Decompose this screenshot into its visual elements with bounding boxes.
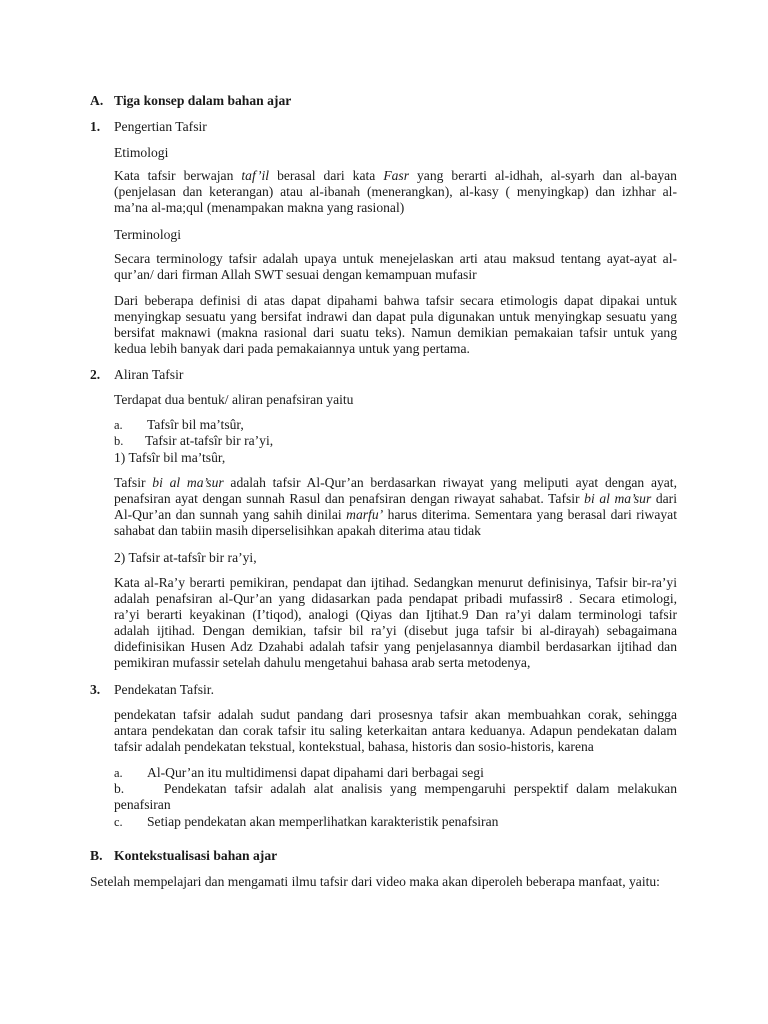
item-2-title: Aliran Tafsir [114,367,184,382]
list-item-text: Pendekatan tafsir adalah alat analisis yang mempengaruhi perspektif dalam melakukan [163,781,677,796]
sub-1-heading: 1) Tafsîr bil ma’tsûr, [114,450,226,465]
paragraph-line: kedua lebih banyak dari pada pemakaiannya untuk yang pertama. [114,341,470,356]
paragraph-line: adalah ijtihad. Dengan demikian, tafsir bil ra’yi (disebut juga tafsir bi al-dirayah) sebagaimana [114,623,677,638]
paragraph-line: bersifat maknawi (makna rasional dari suatu teks). Namun demikian pemakaian tafsir untuk yang [114,325,677,340]
sub-2-heading: 2) Tafsir at-tafsîr bir ra’yi, [114,550,257,565]
italic-term: bi al ma’sur [152,475,224,490]
paragraph-line: Dari beberapa definisi di atas dapat dipahami bahwa tafsir secara etimologis dapat dipakai untuk [114,293,677,308]
list-marker: c. [114,815,123,829]
section-a-marker: A. [90,93,104,108]
paragraph-line [114,491,677,507]
paragraph-line: qur’an/ dari firman Allah SWT sesuai dengan kemampuan mufasir [114,267,477,282]
list-marker: b. [114,781,125,796]
paragraph-line: didefinisikan Husen Adz Dzahabi adalah tafsir yang penjelasannya diambil berdasarkan ijtihad dan [114,639,677,654]
italic-term: marfu’ [346,507,384,522]
paragraph-line: ra’yi berarti keyakinan (I’tiqod), analogi (Qiyas dan Ijtihat.9 Dan ra’yi dalam terminologi tafsir [114,607,677,622]
paragraph-line: pendekatan tafsir adalah sudut pandang dari prosesnya tafsir akan membuahkan corak, sehingga [114,707,677,722]
etimologi-paragraph [114,168,677,216]
section-a-title: Tiga konsep dalam bahan ajar [114,93,292,108]
terminologi-heading: Terminologi [114,227,182,242]
tafsir-bil-matsur-paragraph [114,475,677,539]
italic-term: Fasr [383,168,409,183]
list-marker: a. [114,418,123,432]
paragraph-line: antara pendekatan dan corak tafsir itu saling keterkaitan antara keduanya. Adapun pendekatan dalam [114,723,677,738]
paragraph-line: Kata al-Ra’y berarti pemikiran, pendapat dan ijtihad. Sedangkan menurut definisinya, Tafsir bir-ra’yi [114,575,677,590]
section-b-marker: B. [90,848,103,863]
item-1-number: 1. [90,119,101,134]
item-3-number: 3. [90,682,101,697]
text-run: harus diterima. Sementara yang berasal dari riwayat [383,507,677,522]
text-run: Tafsir [114,475,153,490]
paragraph-line [114,781,677,797]
paragraph-line [114,475,677,491]
list-item-text: Setiap pendekatan akan memperlihatkan karakteristik penafsiran [147,814,499,829]
section-b-title: Kontekstualisasi bahan ajar [114,848,278,863]
text-run: Kata tafsir berwajan [114,168,242,183]
paragraph-line: sahabat dan tabiin masih diperselisihkan apakah diterima atau tidak [114,523,481,538]
list-marker: a. [114,766,123,780]
paragraph-line: ma’na al-ma;qul (menampakan makna yang rasional) [114,200,405,215]
pendekatan-paragraph [114,707,677,755]
paragraph-line: (penjelasan dan keterangan) atau al-ibanah (menerangkan), al-kasy ( menyingkap) dan izhhar al- [114,184,677,199]
item-2-number: 2. [90,367,101,382]
paragraph-line: Secara terminology tafsir adalah upaya untuk menejelaskan arti atau maksud tentang ayat-ayat al- [114,251,677,266]
list-item-text: Tafsir at-tafsîr bir ra’yi, [145,433,274,448]
terminologi-paragraph [114,251,677,283]
paragraph-line: pemikiran mufassir setelah dahulu mengetahui bahasa arab serta metodenya, [114,655,531,670]
list-item-text: Tafsîr bil ma’tsûr, [147,417,244,432]
paragraph-line [114,168,677,184]
item-2-intro: Terdapat dua bentuk/ aliran penafsiran yaitu [114,392,354,407]
paragraph-line: menyingkap sesuatu yang bersifat indrawi dan dapat pula digunakan untuk menyingkap sesuatu yang [114,309,677,324]
text-run: yang berarti al-idhah, al-syarh dan al-bayan [409,168,677,183]
section-b-paragraph: Setelah mempelajari dan mengamati ilmu tafsir dari video maka akan diperoleh beberapa manfaat, yaitu: [90,874,660,889]
list-item-b [114,781,677,813]
item-3-title: Pendekatan Tafsir. [114,682,214,697]
tafsir-bir-rayi-paragraph [114,575,677,671]
text-run: adalah tafsir Al-Qur’an berdasarkan riwayat yang meliputi ayat dengan ayat, [223,475,677,490]
item-1-title: Pengertian Tafsir [114,119,207,134]
text-run: dari [651,491,677,506]
paragraph-line [114,507,677,523]
italic-term: bi al ma’sur [584,491,652,506]
text-run: penafsiran ayat dengan sunnah Rasul dan penafsiran dengan riwayat sahabat. Tafsir [114,491,585,506]
text-run: Al-Qur’an dan sunnah yang sahih dinilai [114,507,347,522]
etimologi-heading: Etimologi [114,145,169,160]
list-marker: b. [114,434,124,448]
conclusion-paragraph [114,293,677,357]
text-run: berasal dari kata [269,168,384,183]
italic-term: taf’il [241,168,270,183]
paragraph-line: penafsiran [114,797,171,812]
list-item-text: Al-Qur’an itu multidimensi dapat dipahami dari berbagai segi [147,765,484,780]
paragraph-line: adalah penafsiran al-Qur’an yang didasarkan pada pendapat pribadi mufassir8 . Secara etimologi, [114,591,677,606]
paragraph-line: tafsir adalah pendekatan tekstual, kontekstual, bahasa, historis dan sosio-historis, karena [114,739,594,754]
